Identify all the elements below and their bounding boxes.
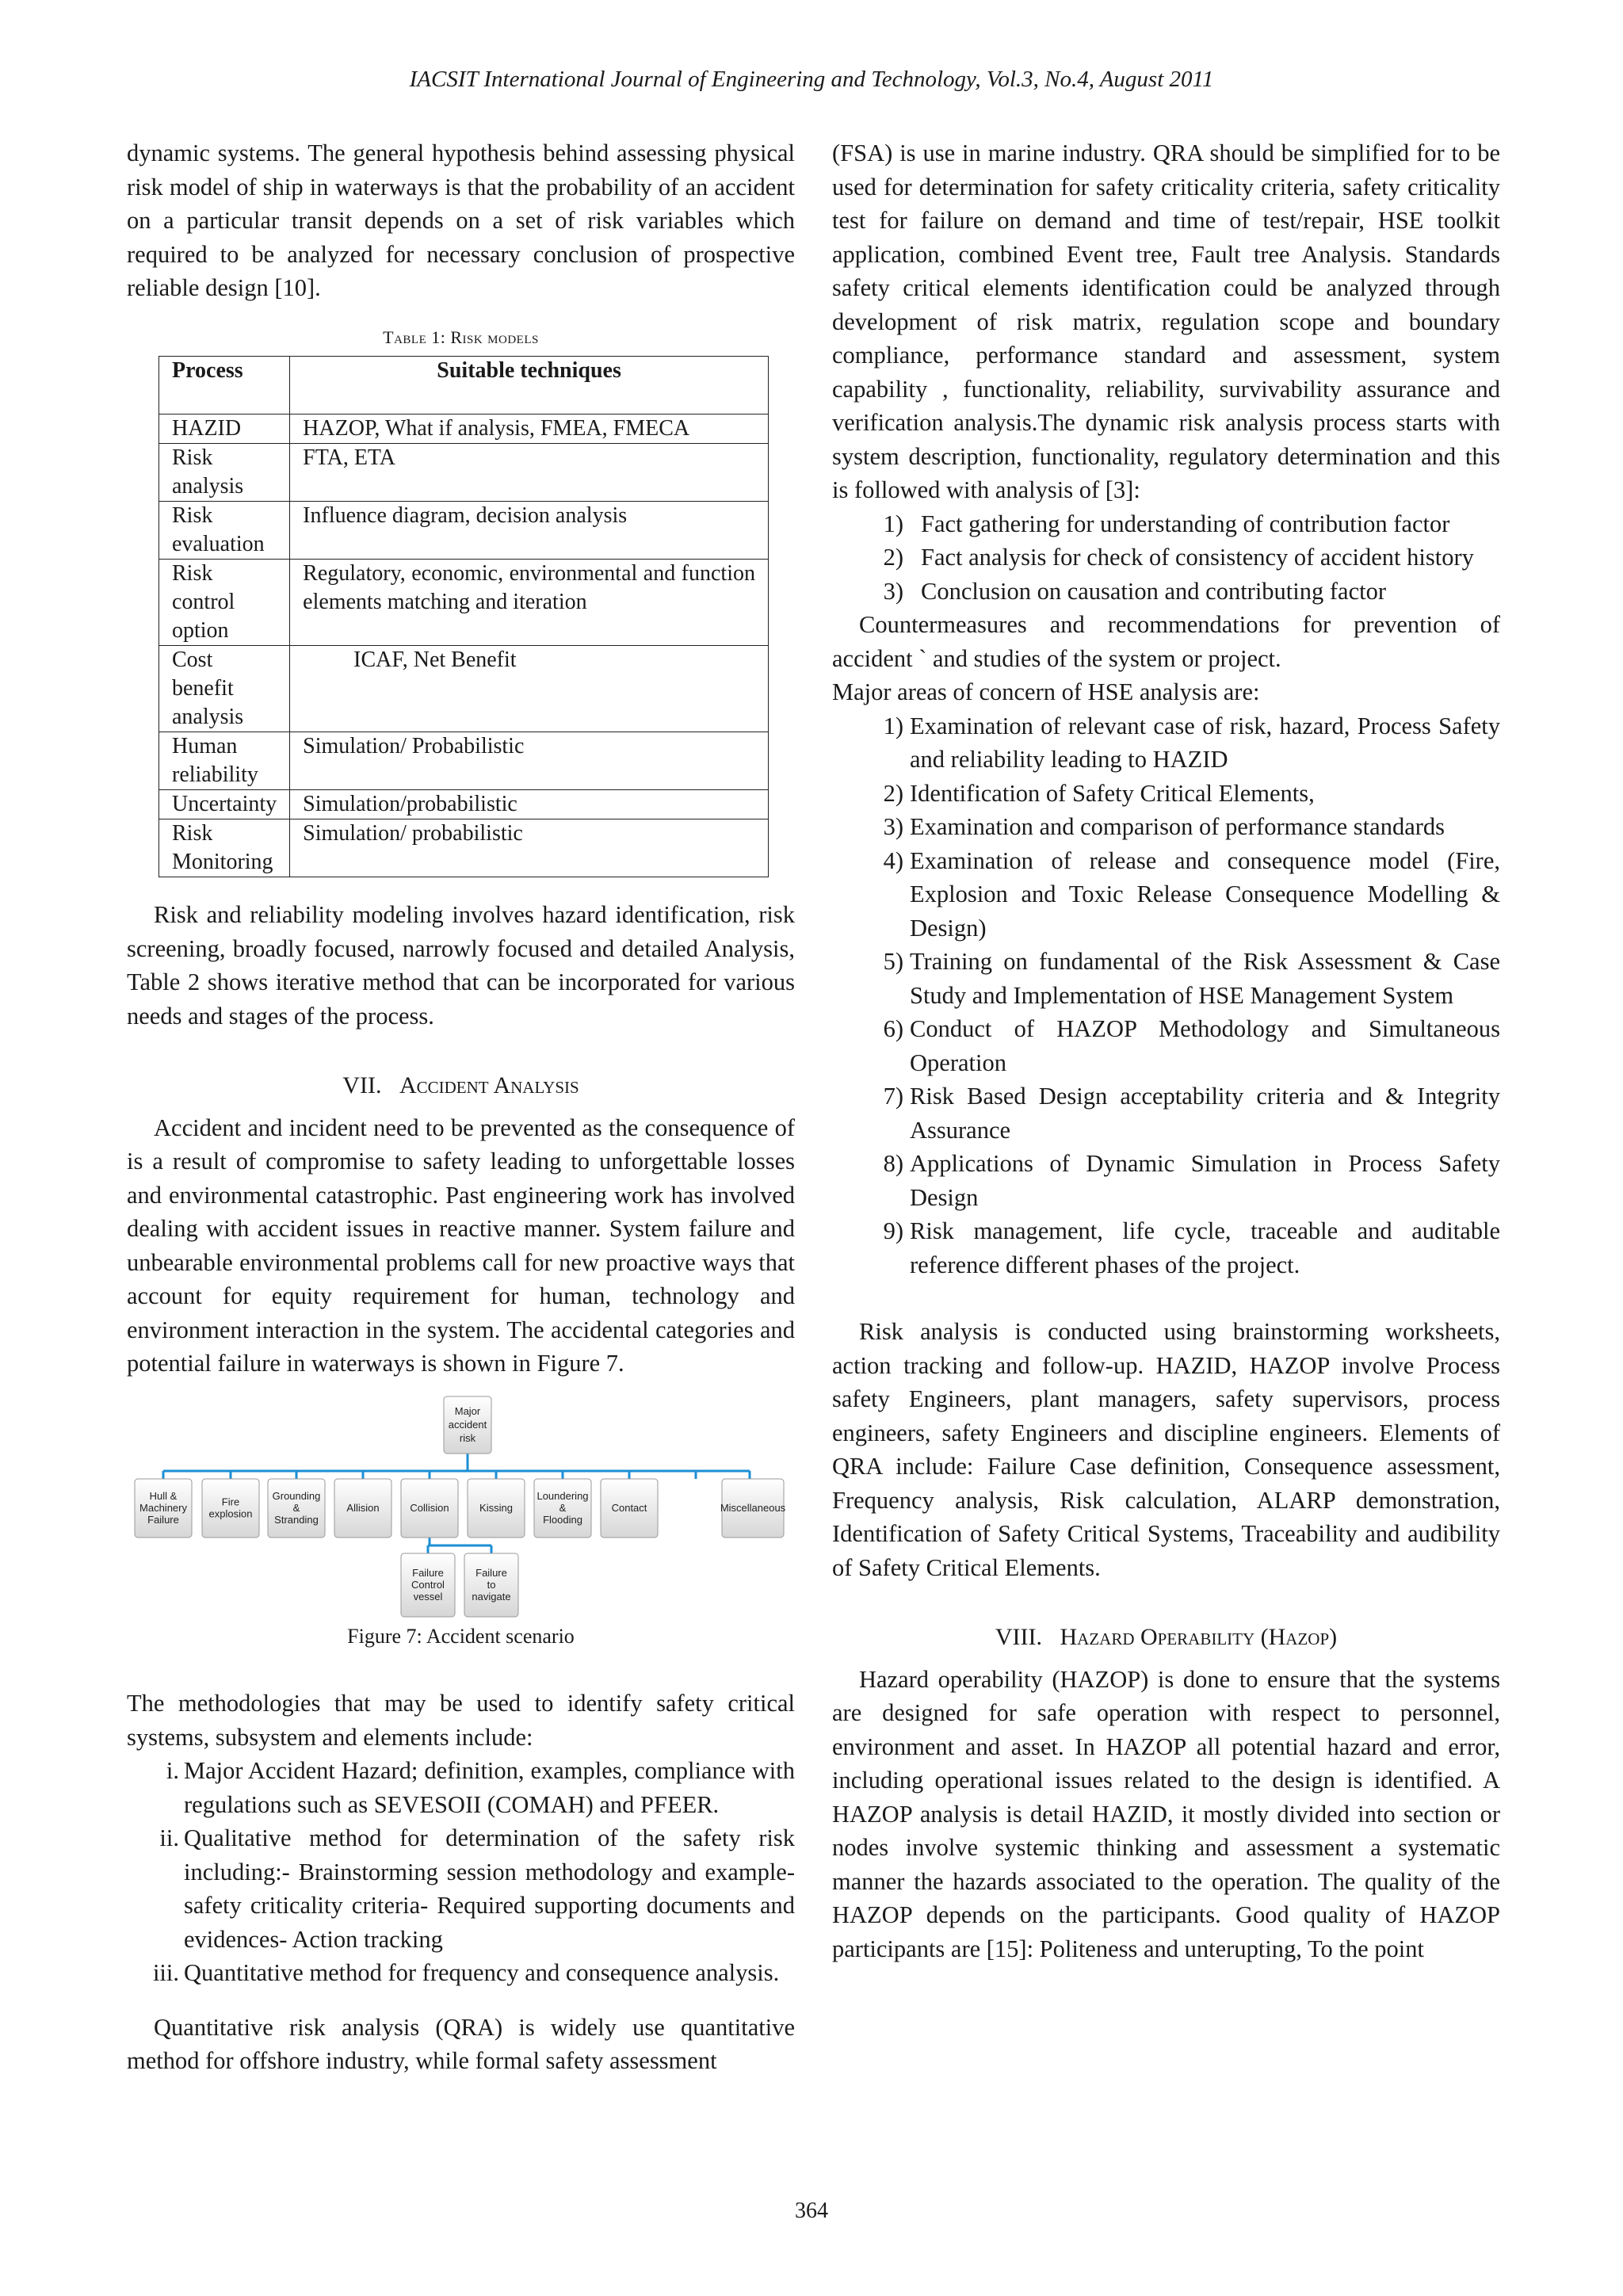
node-label: Allision <box>346 1501 380 1514</box>
node-grounding-stranding <box>268 1479 325 1538</box>
node-label: Fire <box>221 1496 240 1507</box>
list-text: Examination and comparison of performance standards <box>910 813 1445 840</box>
node-major-accident-risk <box>444 1396 491 1454</box>
paragraph: Accident and incident need to be prevented as the consequence of is a result of compromise to safety leading to unforgettable losses and environmental catastrophic. Past engineering work has involved dealing with accident issues in reactive manner. System failure and unbearable environmental problems call for new proactive ways that account for equity requirement for human, technology and environment interaction in the system. The accidental categories and potential failure in waterways is shown in Figure 7. <box>127 1114 795 1377</box>
list-item <box>832 844 1500 946</box>
table-cell: Risk control option <box>159 560 290 646</box>
list-item <box>127 1754 795 1821</box>
node-label: Loundering <box>537 1489 589 1502</box>
node-label: Grounding <box>272 1489 321 1502</box>
list-text: Qualitative method for determination of the safety risk including:- Brainstorming session methodology and example- safety criticality criteria- Required supporting documents and evidences- Action tracking <box>184 1824 795 1953</box>
list-item <box>832 575 1500 609</box>
left-column <box>127 136 795 2078</box>
list-number: 7) <box>883 1083 903 1110</box>
paragraph: The methodologies that may be used to identify safety critical systems, subsystem and elements include: <box>127 1690 795 1751</box>
node-label: & <box>292 1501 300 1514</box>
node-failure-to-navigate <box>464 1553 518 1617</box>
node-label: navigate <box>472 1590 511 1603</box>
list-text: Training on fundamental of the Risk Assessment & Case Study and Implementation of HSE Management System <box>910 948 1500 1009</box>
list-number: 2) <box>883 544 903 571</box>
node-label: Control <box>411 1578 445 1591</box>
risk-models-table <box>158 356 769 877</box>
list-text: Risk Based Design acceptability criteria and & Integrity Assurance <box>910 1083 1500 1144</box>
paragraph: Hazard operability (HAZOP) is done to ensure that the systems are designed for safe operation with respect to personnel, environment and asset. In HAZOP all potential hazard and error, including operational issues related to the design is identified. A HAZOP analysis is detail HAZID, it mostly divided into section or nodes involve systemic thinking and assessment a systematic manner the hazards associated to the operation. The quality of the HAZOP depends on the participants. Good quality of HAZOP participants are [15]: Politeness and unterupting, To the point <box>832 1665 1500 1962</box>
paragraph: (FSA) is use in marine industry. QRA should be simplified for to be used for determination for safety criticality criteria, safety criticality test for failure on demand and time of test/repair, HSE toolkit application, combined Event tree, Fault tree Analysis. Standards safety critical elements identification could be analyzed through development of risk matrix, regulation scope and boundary compliance, performance standard and assessment, system capability , functionality, reliability, survivability assurance and verification analysis.The dynamic risk analysis process starts with system description, functionality, regulatory determination and this is followed with analysis of [3]: <box>832 139 1500 503</box>
list-item <box>832 1214 1500 1282</box>
list-text: Examination of relevant case of risk, hazard, Process Safety and reliability leading to HAZID <box>910 712 1500 773</box>
list-item <box>832 945 1500 1012</box>
table-row <box>159 560 769 646</box>
node-label: Failure <box>147 1513 179 1526</box>
section-title: Accident Analysis <box>399 1072 579 1098</box>
table-cell: HAZID <box>159 415 290 444</box>
list-text: Major Accident Hazard; definition, examples, compliance with regulations such as SEVESOII (COMAH) and PFEER. <box>184 1757 795 1818</box>
list-number: 1) <box>883 712 903 739</box>
table-cell: Simulation/ Probabilistic <box>290 732 769 790</box>
table-header-techniques: Suitable techniques <box>290 357 769 415</box>
node-label: vessel <box>413 1590 443 1603</box>
page-number: 364 <box>795 2199 828 2223</box>
list-number: 6) <box>883 1015 903 1042</box>
areas-list <box>832 709 1500 1282</box>
node-label: Stranding <box>274 1513 319 1526</box>
table-cell: HAZOP, What if analysis, FMEA, FMECA <box>290 415 769 444</box>
paragraph: dynamic systems. The general hypothesis behind assessing physical risk model of ship in waterways is that the probability of an accident on a particular transit depends on a set of risk variables which required to be analyzed for necessary conclusion of prospective reliable design [10]. <box>127 139 795 301</box>
table-row <box>159 732 769 790</box>
node-allision <box>334 1479 391 1538</box>
table-caption <box>127 321 795 355</box>
table-row <box>159 646 769 732</box>
list-number: 1) <box>883 510 903 537</box>
svg-text:Major: Major <box>454 1404 481 1417</box>
list-item <box>832 507 1500 541</box>
table-cell: ICAF, Net Benefit <box>290 646 769 732</box>
node-label: explosion <box>208 1507 253 1519</box>
node-contact <box>601 1479 658 1538</box>
list-text: Risk management, life cycle, traceable and auditable reference different phases of the project. <box>910 1217 1500 1278</box>
node-collision <box>401 1479 458 1538</box>
node-label: Machinery <box>139 1501 187 1514</box>
node-label: to <box>487 1578 496 1591</box>
node-label: Collision <box>410 1501 449 1514</box>
table-cell: Regulatory, economic, environmental and function elements matching and iteration <box>290 560 769 646</box>
list-number: 8) <box>883 1150 903 1177</box>
list-item <box>832 541 1500 575</box>
section-number: VIII. <box>995 1624 1042 1650</box>
list-number: iii. <box>152 1959 179 1986</box>
methods-list <box>127 1754 795 1990</box>
table-row <box>159 415 769 444</box>
node-fire-explosion <box>202 1479 259 1538</box>
node-miscellaneous <box>720 1479 786 1538</box>
list-text: Identification of Safety Critical Elements, <box>910 779 1315 807</box>
list-number: ii. <box>159 1824 179 1851</box>
list-text: Conduct of HAZOP Methodology and Simultaneous Operation <box>910 1015 1500 1076</box>
accident-tree-diagram <box>127 1387 795 1625</box>
list-text: Applications of Dynamic Simulation in Process Safety Design <box>910 1150 1500 1211</box>
figure-caption: Figure 7: Accident scenario <box>347 1624 575 1648</box>
list-item <box>832 1079 1500 1147</box>
node-loundering-flooding <box>534 1479 591 1538</box>
list-text: Examination of release and consequence model (Fire, Explosion and Toxic Release Consequence Modelling & Design) <box>910 846 1500 942</box>
node-kissing <box>468 1479 525 1538</box>
section-heading-8 <box>832 1621 1500 1655</box>
node-label: & <box>559 1501 567 1514</box>
accident-scenario-figure <box>127 1387 795 1625</box>
table-header-process: Process <box>159 357 290 415</box>
node-label: Flooding <box>543 1513 582 1526</box>
paragraph: Countermeasures and recommendations for prevention of accident ` and studies of the system or project. <box>832 611 1500 672</box>
table-row <box>159 502 769 560</box>
table-cell: Risk evaluation <box>159 502 290 560</box>
table-cell: Simulation/ probabilistic <box>290 819 769 877</box>
journal-header: IACSIT International Journal of Engineering and Technology, Vol.3, No.4, August 2011 <box>409 67 1214 92</box>
svg-text:accident: accident <box>448 1418 487 1431</box>
node-label: Miscellaneous <box>720 1501 786 1514</box>
paragraph: Risk and reliability modeling involves hazard identification, risk screening, broadly focused, narrowly focused and detailed Analysis, Table 2 shows iterative method that can be incorporated for various needs and stages of the process. <box>127 901 795 1030</box>
list-item <box>832 709 1500 777</box>
section-heading-7 <box>127 1069 795 1103</box>
node-failure-control-vessel <box>401 1553 455 1617</box>
section-number: VII. <box>342 1072 382 1098</box>
list-item <box>832 1147 1500 1214</box>
node-label: Hull & <box>149 1489 178 1502</box>
list-number: 3) <box>883 813 903 840</box>
table-cell: Influence diagram, decision analysis <box>290 502 769 560</box>
list-number: 3) <box>883 577 903 605</box>
node-label: Failure <box>475 1566 507 1579</box>
list-text: Quantitative method for frequency and consequence analysis. <box>184 1959 780 1986</box>
list-number: i. <box>166 1757 179 1784</box>
table-caption-text: Table 1: Risk models <box>383 327 539 347</box>
table-cell: FTA, ETA <box>290 444 769 502</box>
right-column <box>832 136 1500 1966</box>
list-number: 5) <box>883 948 903 975</box>
steps-list <box>832 507 1500 609</box>
table-cell: Uncertainty <box>159 790 290 819</box>
svg-text:risk: risk <box>459 1431 476 1444</box>
list-item <box>127 1821 795 1956</box>
list-number: 9) <box>883 1217 903 1244</box>
list-text: Conclusion on causation and contributing factor <box>921 577 1386 605</box>
table-row <box>159 444 769 502</box>
table-cell: Risk analysis <box>159 444 290 502</box>
list-item <box>127 1956 795 1990</box>
section-title: Hazard Operability (Hazop) <box>1060 1624 1338 1650</box>
table-cell: Simulation/probabilistic <box>290 790 769 819</box>
paragraph: Quantitative risk analysis (QRA) is widely use quantitative method for offshore industry, while formal safety assessment <box>127 2013 795 2074</box>
table-row <box>159 790 769 819</box>
node-label: Kissing <box>479 1501 513 1514</box>
table-cell: Cost benefit analysis <box>159 646 290 732</box>
list-text: Fact analysis for check of consistency of accident history <box>921 544 1474 571</box>
node-label: Failure <box>412 1566 444 1579</box>
node-hull-machinery-failure <box>135 1479 192 1538</box>
paragraph: Major areas of concern of HSE analysis are: <box>832 678 1260 705</box>
list-item <box>832 810 1500 844</box>
list-item <box>832 777 1500 811</box>
node-label: Contact <box>611 1501 647 1514</box>
list-item <box>832 1012 1500 1079</box>
table-cell: Human reliability <box>159 732 290 790</box>
table-row <box>159 819 769 877</box>
list-number: 2) <box>883 779 903 807</box>
list-text: Fact gathering for understanding of contribution factor <box>921 510 1450 537</box>
table-cell: Risk Monitoring <box>159 819 290 877</box>
list-number: 4) <box>883 846 903 874</box>
paragraph: Risk analysis is conducted using brainstorming worksheets, action tracking and follow-up. HAZID, HAZOP involve Process safety Engineers, plant managers, safety supervisors, process engineers, safety Engineers and discipline engineers. Elements of QRA include: Failure Case definition, Consequence assessment, Frequency analysis, Risk calculation, ALARP demonstration, Identification of Safety Critical Systems, Traceability and audibility of Safety Critical Elements. <box>832 1318 1500 1581</box>
